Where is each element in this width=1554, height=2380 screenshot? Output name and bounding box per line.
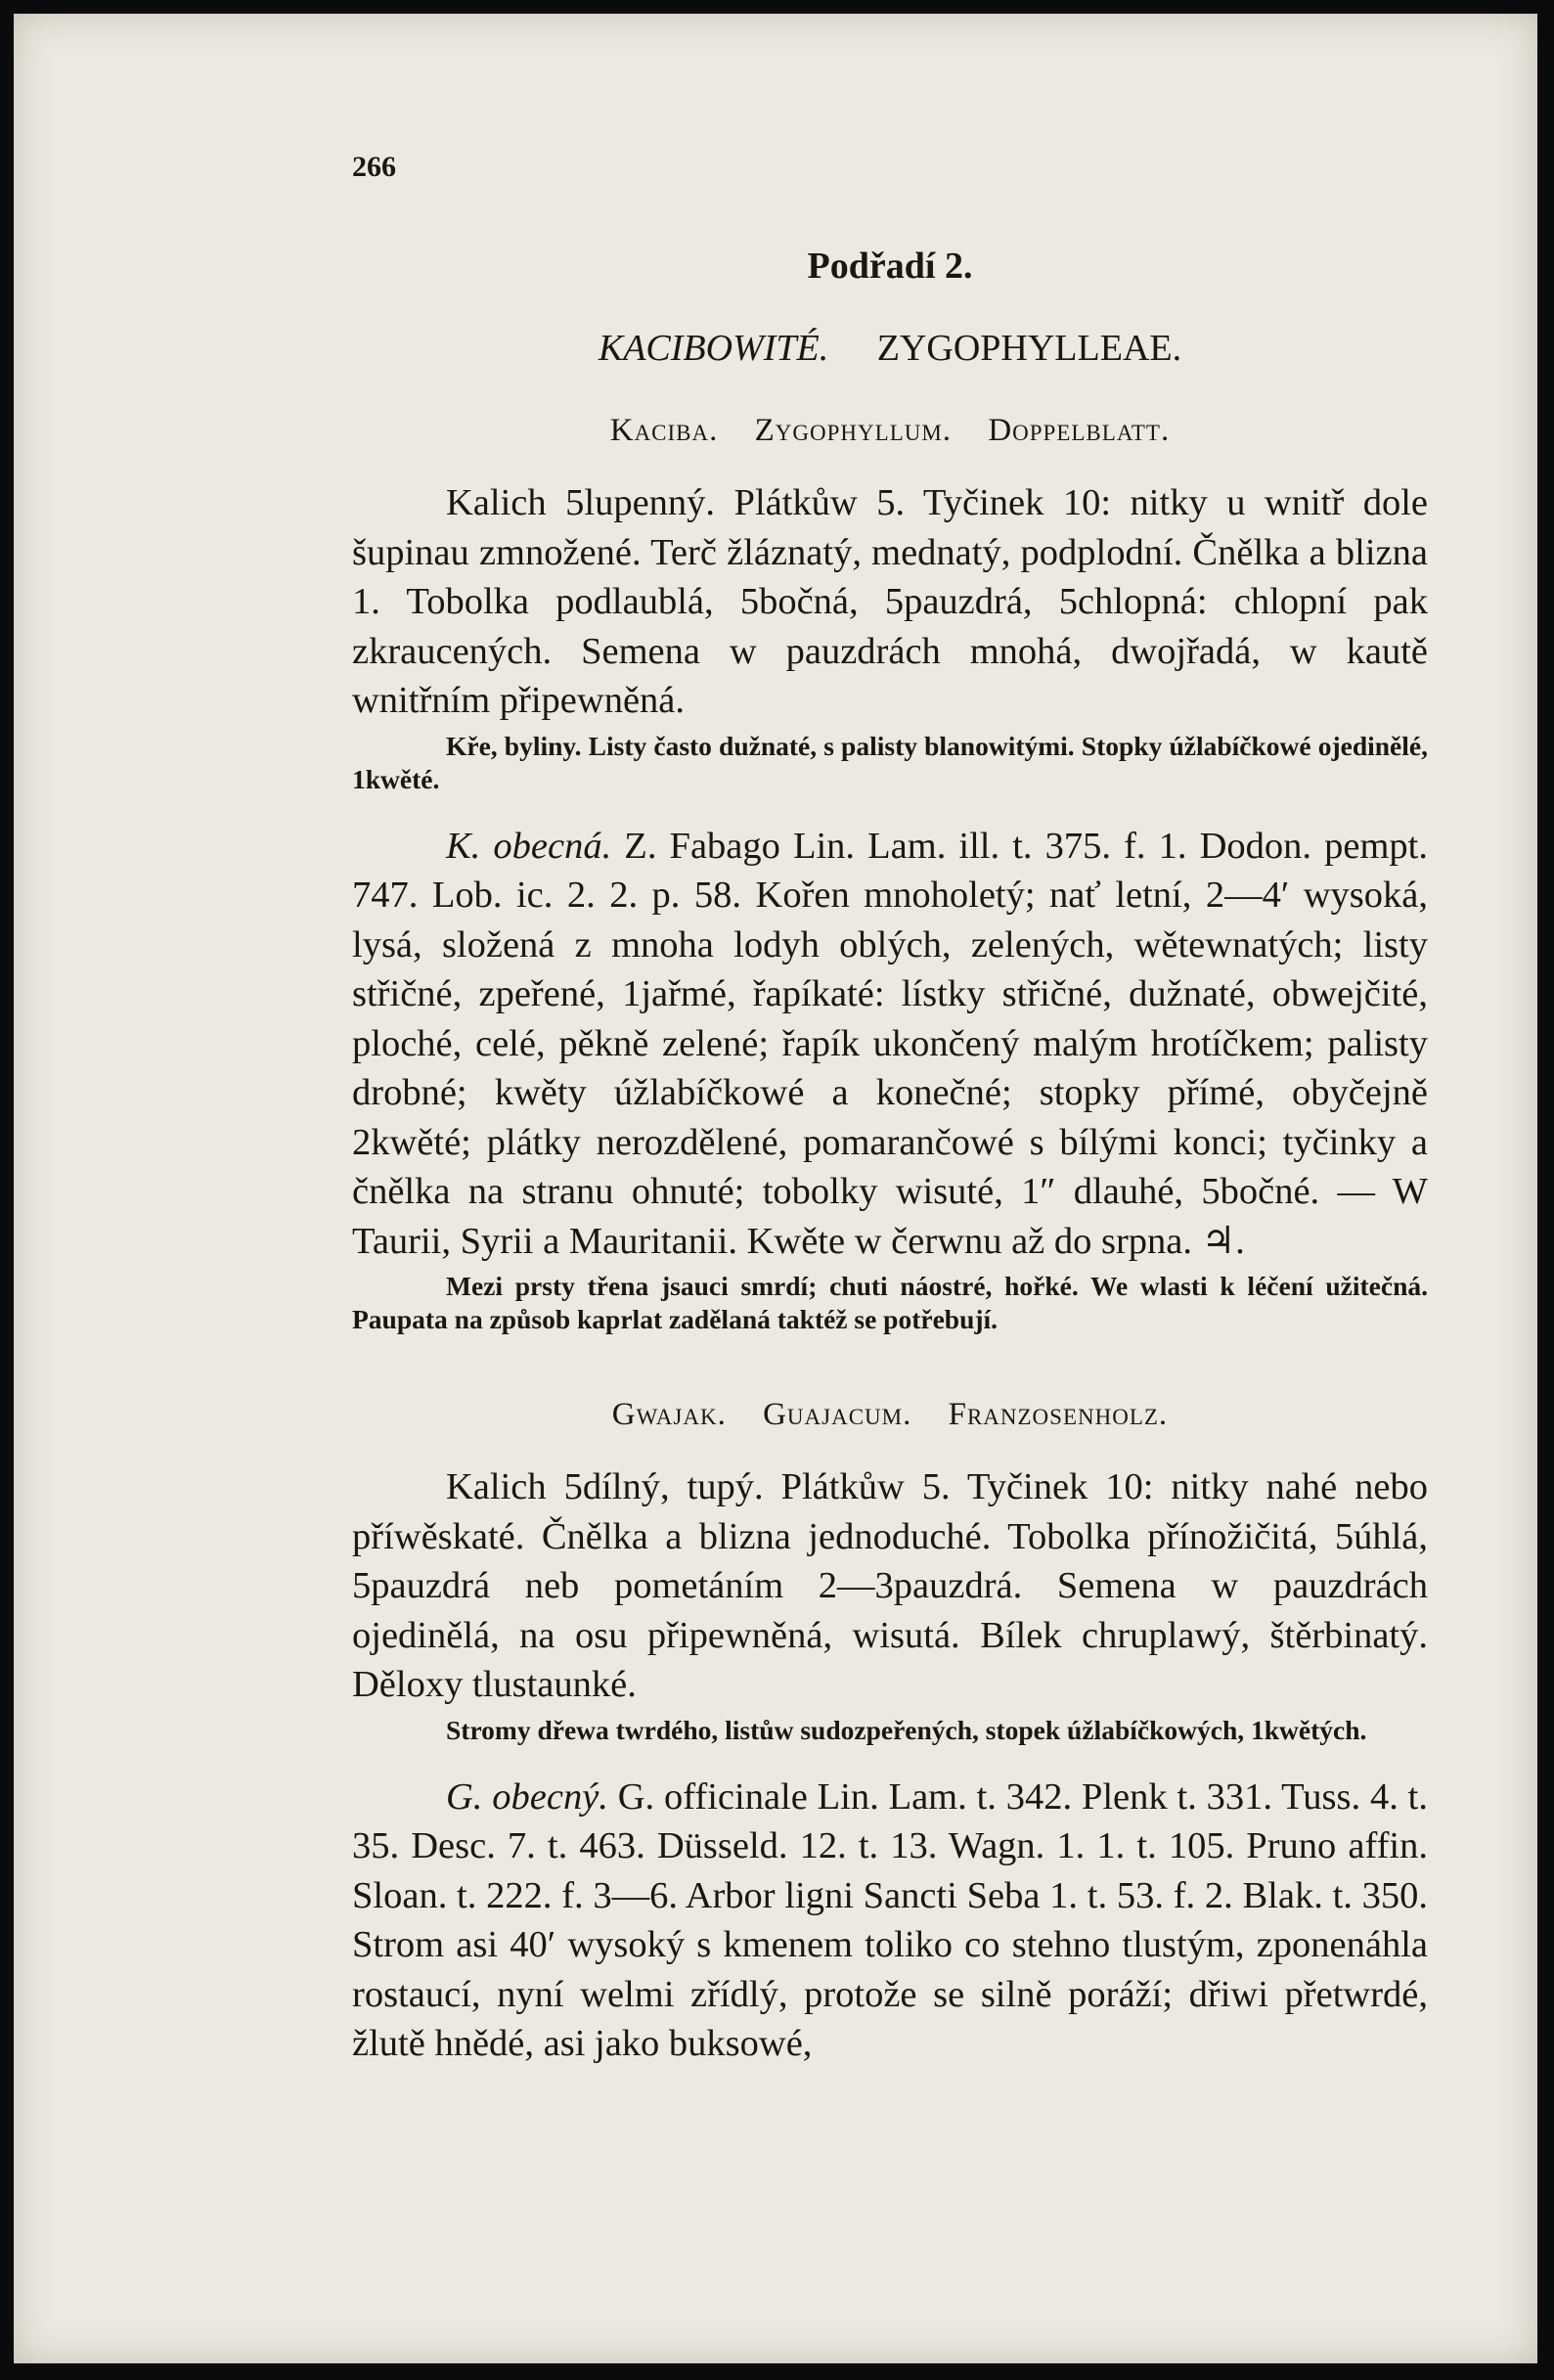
- genus-heading-zygophyllum: [352, 413, 1428, 449]
- genus-latin: Zygophyllum.: [754, 413, 953, 448]
- genus-habit-note: Stromy dřewa twrdého, listůw sudozpeřených, stopek úžlabíčkowých, 1kwětých.: [446, 1714, 1367, 1745]
- species-description: Kořen mnoholetý; nať letní, 2—4′ wysoká, lysá, složená z mnoha lodyh oblých, zelených, wětewnatých; listy střičné, zpeřené, 1jařmé, řapíkaté: lístky střičné, dužnaté, obwejčité, ploché, celé, pěkně zelené; řapík ukončený malým hrotíčkem; palisty drobné; kwěty úžlabíčkowé a konečné; stopky přímé, obyčejně 2kwěté; plátky nerozdělené, pomarančowé s bílými konci; tyčinky a čnělka na stranu ohnuté; tobolky wisuté, 1″ dlauhé, 5bočné. — W Taurii, Syrii a Mauritanii. Kwěte w čerwnu až do srpna. ♃.: [352, 875, 1428, 1262]
- genus-description: Kalich 5dílný, tupý. Plátkůw 5. Tyčinek 10: nitky nahé nebo příwěskaté. Čnělka a blizna jednoduché. Tobolka přínožičitá, 5úhlá, 5pauzdrá neb pometáním 2—3pauzdrá. Semena w pauzdrách ojedinělá, na osu připewněná, wisutá. Bílek chruplawý, štěrbinatý. Děloхy tlustaunké.: [352, 1466, 1428, 1705]
- species-synonyms: Z. Fabago Lin. Lam. ill. t. 375. f. 1. Dodon. pempt. 747. Lob. ic. 2. 2. p. 58.: [352, 825, 1428, 916]
- page-number: 266: [352, 151, 396, 183]
- species-use-note: Mezi prsty třena jsauci smrdí; chuti náostré, hořké. We wlasti k léčení užitečná. Paupata na způsob kaprlat zadělaná taktéž se potřebují.: [352, 1271, 1428, 1334]
- family-heading: [352, 327, 1428, 370]
- species-entry: [352, 822, 1428, 1267]
- species-name: G. obecný.: [446, 1775, 608, 1818]
- species-name: K. obecná.: [446, 825, 612, 867]
- genus-description: Kalich 5lupenný. Plátkůw 5. Tyčinek 10: nitky u wnitř dole šupinau zmnožené. Terč žláznatý, mednatý, podplodní. Čnělka a blizna 1. Tobolka podlaublá, 5bočná, 5pauzdrá, 5chlopná: chlopní pak zkraucených. Semena w pauzdrách mnohá, dwojřadá, w kautě wnitřním připewněná.: [352, 482, 1428, 721]
- genus-german: Doppelblatt.: [988, 413, 1171, 448]
- genus-czech: Kaciba.: [609, 413, 719, 448]
- genus-german: Franzosenholz.: [948, 1397, 1169, 1432]
- page-content: [352, 151, 1428, 2069]
- genus-czech: Gwajak.: [611, 1397, 727, 1432]
- species-entry: [352, 1773, 1428, 2069]
- scanned-page: [14, 14, 1537, 2363]
- family-latin: ZYGOPHYLLEAE.: [876, 328, 1182, 369]
- family-czech: KACIBOWITÉ.: [598, 328, 829, 369]
- genus-heading-guajacum: [352, 1397, 1428, 1433]
- suborder-heading: Podřadí 2.: [807, 246, 973, 287]
- species-text: G. officinale Lin. Lam. t. 342. Plenk t. 331. Tuss. 4. t. 35. Desc. 7. t. 463. Düsseld. 12. t. 13. Wagn. 1. 1. t. 105. Pruno affin. Sloan. t. 222. f. 3—6. Arbor ligni Sancti Seba 1. t. 53. f. 2. Blak. t. 350. Strom asi 40′ wysoký s kmenem toliko co stehno tlustým, zponenáhla rostaucí, nyní welmi zřídlý, protože se silně poráží; dřiwi přetwrdé, žlutě hnědé, asi jako buksowé,: [352, 1775, 1429, 2064]
- genus-latin: Guajacum.: [763, 1397, 912, 1432]
- genus-habit-note: Kře, byliny. Listy často dužnaté, s palisty blanowitými. Stopky úžlabíčkowé ojedinělé, 1kwěté.: [352, 730, 1428, 794]
